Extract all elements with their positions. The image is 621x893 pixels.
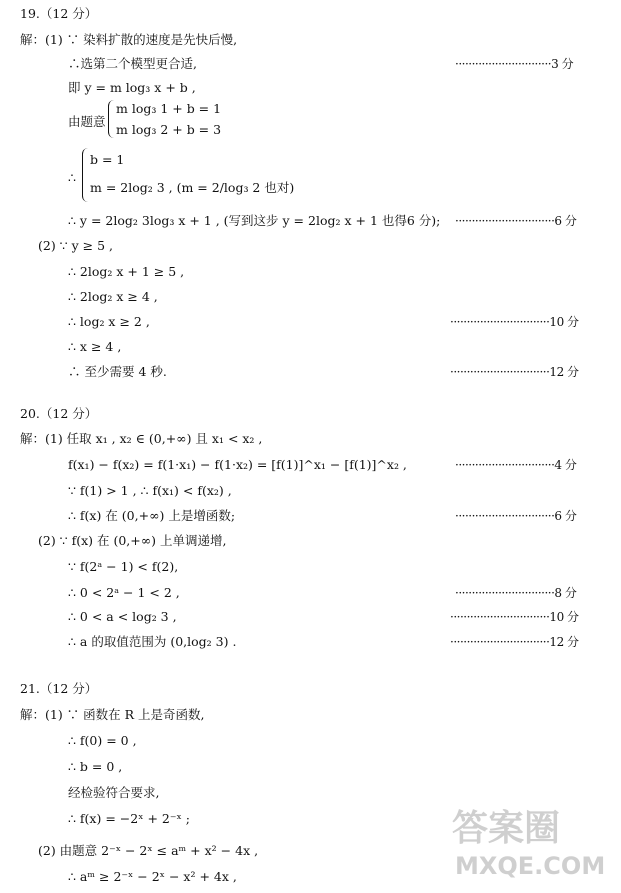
q21-line-4: 经检验符合要求,	[68, 785, 160, 800]
q20-part-2-line-3: ∴ 0 < 2ᵃ − 1 < 2 ,	[68, 585, 180, 600]
watermark-url: MXQE.COM	[455, 852, 606, 880]
q19-points-6: ······························6 分	[455, 214, 577, 228]
q19-part-2-line-3: ∴ 2log₂ x ≥ 4 ,	[68, 289, 158, 304]
q21-part-2-line-1: (2) 由题意 2⁻ˣ − 2ˣ ≤ aᵐ + x² − 4x ,	[38, 843, 259, 858]
q19-part-2-line-1: (2) ∵ y ≥ 5 ,	[38, 238, 113, 253]
q20-line-3: ∵ f(1) > 1 , ∴ f(x₁) < f(x₂) ,	[68, 483, 232, 498]
q19-line-6: ∴ y = 2log₂ 3log₃ x + 1 , (写到这步 y = 2log₂ x + 1 也得6 分);	[68, 213, 441, 228]
q19-system-1-label: 由题意	[68, 114, 106, 129]
q19-points-12: ······························12 分	[450, 365, 579, 379]
q20-part-2-line-1: (2) ∵ f(x) 在 (0,+∞) 上单调递增,	[38, 533, 227, 548]
q20-line-4: ∴ f(x) 在 (0,+∞) 上是增函数;	[68, 508, 236, 523]
q20-part-2-line-2: ∵ f(2ᵃ − 1) < f(2),	[68, 559, 179, 574]
q20-line-1: 解：(1) 任取 x₁ , x₂ ∈ (0,+∞) 且 x₁ < x₂ ,	[20, 431, 263, 446]
q21-part-2-line-2: ∴ aᵐ ≥ 2⁻ˣ − 2ˣ − x² + 4x ,	[68, 869, 237, 884]
q20-points-10: ······························10 分	[450, 610, 579, 624]
q20-line-2: f(x₁) − f(x₂) = f(1·x₁) − f(1·x₂) = [f(1)]^x₁ − [f(1)]^x₂ ,	[68, 457, 407, 472]
q19-line-2: ∴选第二个模型更合适,	[68, 56, 197, 71]
q20-points-6: ······························6 分	[455, 509, 577, 523]
q20-points-8: ······························8 分	[455, 586, 577, 600]
watermark-logo: 答案圈	[452, 808, 561, 849]
q19-part-2-line-4: ∴ log₂ x ≥ 2 ,	[68, 314, 150, 329]
q19-title: 19.（12 分）	[20, 6, 98, 21]
q20-part-2-line-5: ∴ a 的取值范围为 (0,log₂ 3) .	[68, 634, 237, 649]
q20-points-12: ······························12 分	[450, 635, 579, 649]
q19-system-1-row-2: m log₃ 2 + b = 3	[116, 122, 222, 137]
q19-part-2-line-5: ∴ x ≥ 4 ,	[68, 339, 122, 354]
q19-part-2-line-6: ∴ 至少需要 4 秒.	[68, 364, 167, 379]
q21-line-3: ∴ b = 0 ,	[68, 759, 123, 774]
q20-part-2-line-4: ∴ 0 < a < log₂ 3 ,	[68, 609, 177, 624]
q19-system-2-row-2: m = 2log₂ 3 , (m = 2/log₃ 2 也对)	[90, 180, 295, 195]
q19-system-2-label: ∴	[68, 170, 76, 185]
q21-line-2: ∴ f(0) = 0 ,	[68, 733, 137, 748]
q19-system-2-brace	[82, 148, 88, 202]
q19-line-1: 解：(1) ∵ 染料扩散的速度是先快后慢,	[20, 32, 238, 47]
q19-points-3: ·····························3 分	[455, 57, 574, 71]
q21-title: 21.（12 分）	[20, 681, 98, 696]
q20-points-4: ······························4 分	[455, 458, 577, 472]
q21-line-5: ∴ f(x) = −2ˣ + 2⁻ˣ ;	[68, 811, 190, 826]
q20-title: 20.（12 分）	[20, 406, 98, 421]
q19-line-3: 即 y = m log₃ x + b ,	[68, 80, 196, 95]
q19-system-2-row-1: b = 1	[90, 152, 125, 167]
q19-system-1-row-1: m log₃ 1 + b = 1	[116, 101, 222, 116]
q19-points-10: ······························10 分	[450, 315, 579, 329]
q19-part-2-line-2: ∴ 2log₂ x + 1 ≥ 5 ,	[68, 264, 185, 279]
q21-line-1: 解：(1) ∵ 函数在 R 上是奇函数,	[20, 707, 205, 722]
q19-system-1-brace	[108, 100, 114, 138]
